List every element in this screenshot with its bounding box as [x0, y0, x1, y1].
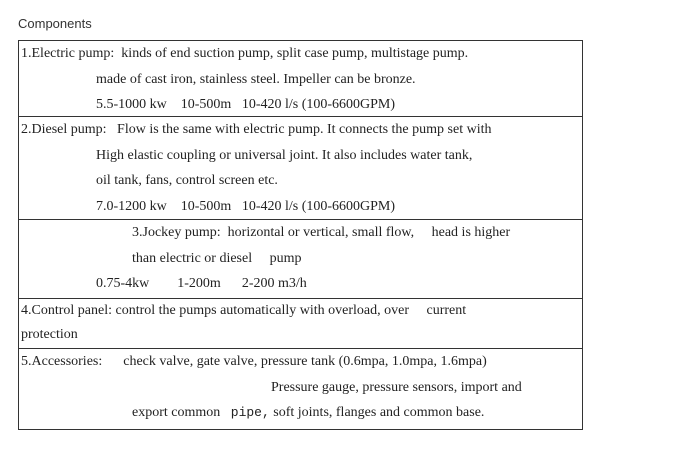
electric-pump-block — [18, 40, 583, 117]
components-table — [18, 40, 583, 430]
electric-pump-spec-line: 5.5-1000 kw 10-500m 10-420 l/s (100-6600GPM) — [96, 97, 396, 112]
diesel-pump-spec-line: 7.0-1200 kw 10-500m 10-420 l/s (100-6600GPM) — [96, 198, 396, 214]
jockey-pump-spec-line: 0.75-4kw 1-200m 2-200 m3/h — [96, 276, 307, 291]
diesel-pump-includes-line: oil tank, fans, control screen etc. — [96, 173, 278, 188]
diesel-pump-block — [18, 116, 583, 220]
control-panel-title-line: 4.Control panel: control the pumps automatically with overload, over current — [21, 303, 467, 318]
diesel-pump-title-line: 2.Diesel pump: Flow is the same with electric pump. It connects the pump set with — [21, 122, 492, 137]
accessories-joints-text: soft joints, flanges and common base. — [273, 405, 485, 420]
accessories-pipe-text: pipe, — [230, 405, 270, 420]
control-panel-protection-line: protection — [21, 327, 78, 342]
diesel-pump-coupling-line: High elastic coupling or universal joint. It also includes water tank, — [96, 147, 473, 163]
accessories-block — [18, 348, 583, 430]
accessories-title-line: 5.Accessories: check valve, gate valve, pressure tank (0.6mpa, 1.0mpa, 1.6mpa) — [21, 354, 487, 369]
jockey-pump-title-line: 3.Jockey pump: horizontal or vertical, small flow, head is higher — [132, 225, 511, 240]
electric-pump-material-line: made of cast iron, stainless steel. Impeller can be bronze. — [96, 71, 416, 87]
accessories-export-text: export common — [132, 405, 221, 420]
jockey-pump-block — [18, 219, 583, 299]
jockey-pump-head-line: than electric or diesel pump — [132, 250, 302, 266]
electric-pump-title-line: 1.Electric pump: kinds of end suction pump, split case pump, multistage pump. — [21, 46, 469, 61]
accessories-gauge-line: Pressure gauge, pressure sensors, import and — [271, 379, 522, 395]
components-heading: Components — [18, 16, 92, 31]
control-panel-block — [18, 298, 583, 349]
accessories-export-line — [19, 400, 582, 426]
